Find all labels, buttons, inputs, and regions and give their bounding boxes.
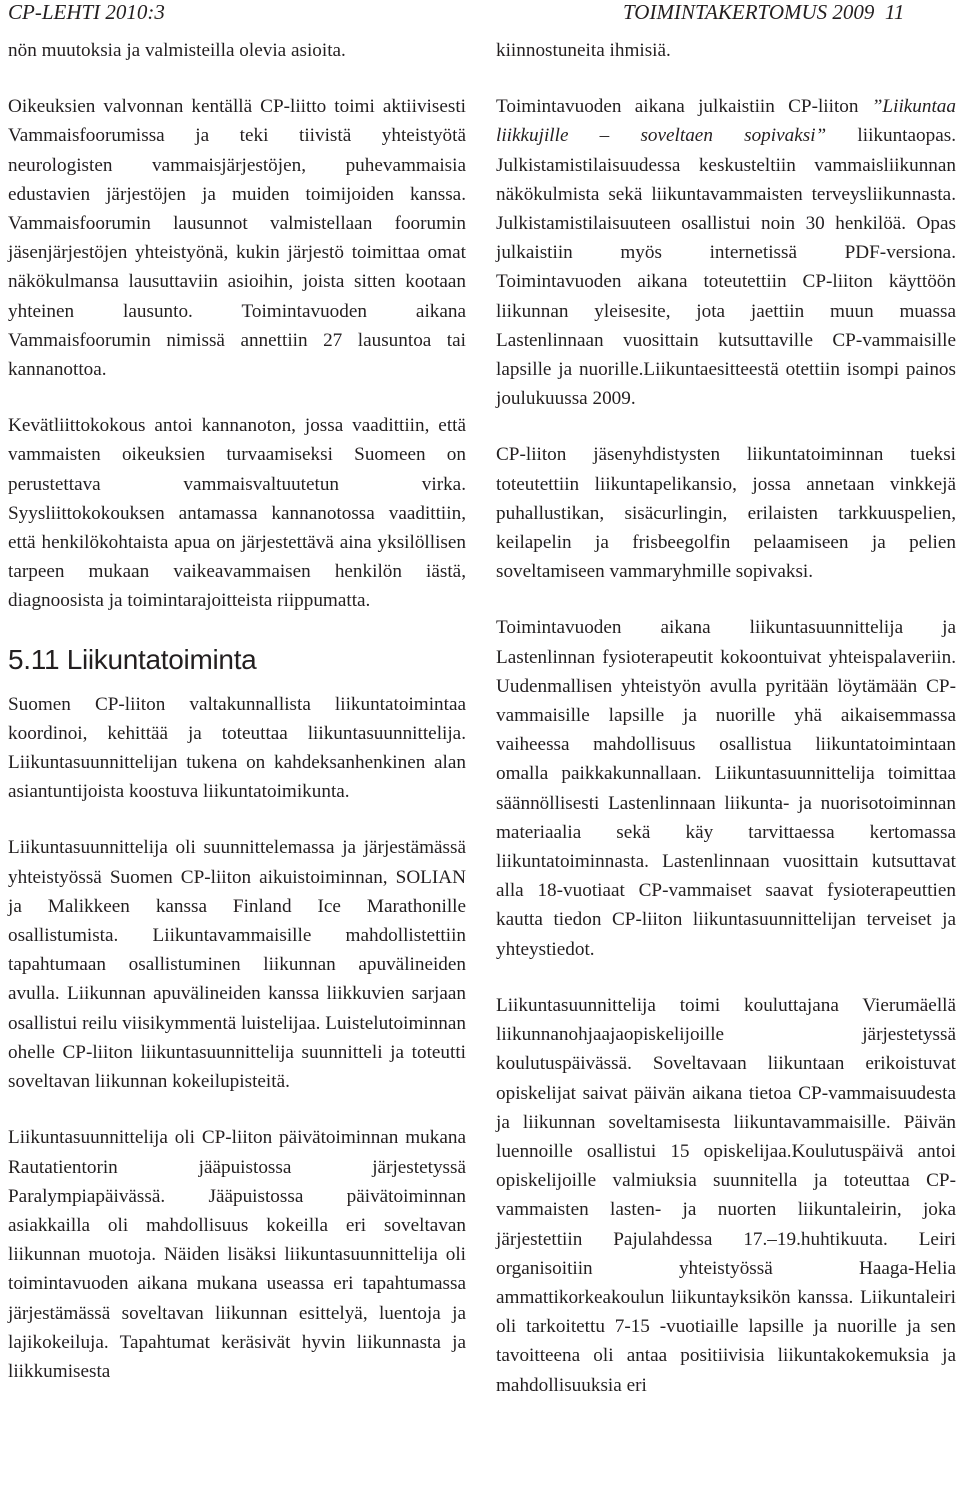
left-column [8,36,466,1413]
paragraph: Liikuntasuunnittelija oli suunnittelemassa ja järjestämässä yhteistyössä Suomen CP-liiton aikuistoiminnan, SOLIAN ja Malikkeen kanssa Finland Ice Marathonille osallistumista. Liikuntavammaisille mahdollistettiin tapahtumaan osallistuminen liikunnan apuvälineiden avulla. Liikunnan apuvälineiden kanssa liikkuvien sarjaan osallistui reilu viisikymmentä luistelijaa. Luistelutoiminnan ohelle CP-liiton liikuntasuunnittelija suunnitteli ja toteutti soveltavan liikunnan kokeilupisteitä. [8,837,466,1093]
paragraph [496,92,956,413]
paragraph-text: Toimintavuoden aikana julkaistiin CP-liiton [496,96,872,118]
section-heading: 5.11 Liikuntatoiminta [8,643,257,675]
paragraph: kiinnostuneita ihmisiä. [496,40,671,61]
paragraph: Suomen CP-liiton valtakunnallista liikuntatoimintaa koordinoi, kehittää ja toteuttaa liikuntasuunnittelija. Liikuntasuunnittelijan tukena on kahdeksanhenkinen alan asiantuntijoista koostuva liikuntatoimikunta. [8,693,466,803]
paragraph: Toimintavuoden aikana liikuntasuunnittelija ja Lastenlinnan fysioterapeutit kokoontuivat yhteispalaveriin. Uudenmallisen yhteistyön avulla pyritään löytämään CP-vammaisille lapsille ja nuorille yhä aikaisemmassa vaiheessa mahdollisuus osallistua liikuntatoimintaan omalla paikkakunnallaan. Liikuntasuunnittelija toimittaa säännöllisesti Lastenlinnaan liikunta- ja nuorisotoiminnan materiaalia sekä käy tarvittaessa kertomassa liikuntatoiminnasta. Lastenlinnaan vuosittain kutsuttavat alla 18-vuotiaat CP-vammaiset saavat fysioterapeuttien kautta tiedon CP-liiton liikuntasuunnittelijan terveiset ja yhteystiedot. [496,617,956,960]
paragraph: Liikuntasuunnittelija toimi kouluttajana Vierumäellä liikunnanohjaajaopiskelijoille järjestetyssä koulutuspäivässä. Soveltavaan liikuntaan erikoistuvat opiskelijat saivat päivän aikana tietoa CP-vammaisuudesta ja liikunnan soveltamisesta liikuntavammaisille. Päivän luennoille osallistui 15 opiskelijaa.Koulutuspäivä antoi opiskelijoille valmiuksia suunnitella ja toteuttaa CP-vammaisten lasten- ja nuorten liikuntaleirin, joka järjestettiin Pajulahdessa 17.–19.huhtikuuta. Leiri organisoitiin yhteistyössä Haaga-Helia ammattikorkeakoulun liikuntayksikön kanssa. Liikuntaleiri oli tarkoitettu 7-15 -vuotiaille lapsille ja nuorille ja sen tavoitteena oli antaa positiivisia liikuntakokemuksia ja mahdollisuuksia eri [496,994,956,1396]
paragraph: Liikuntasuunnittelija oli CP-liiton päivätoiminnan mukana Rautatientorin jääpuistossa järjestetyssä Paralympiapäivässä. Jääpuistossa päivätoiminnan asiakkailla oli mahdollisuus kokeilla eri soveltavan liikunnan muotoja. Näiden lisäksi liikuntasuunnittelija oli toimintavuoden aikana mukana useassa eri tapahtumassa järjestämässä soveltavan liikunnan esittelyä, luentoja ja lajikokeiluja. Tapahtumat keräsivät hyvin liikunnasta ja liikkumisesta [8,1127,466,1382]
paragraph: nön muutoksia ja valmisteilla olevia asioita. [8,40,346,61]
header-section-page: TOIMINTAKERTOMUS 2009 11 [623,0,905,24]
header-publication: CP-LEHTI 2010:3 [8,0,165,24]
paragraph: CP-liiton jäsenyhdistysten liikuntatoiminnan tueksi toteutettiin liikuntapelikansio, jossa annetaan vinkkejä puhallustikan, sisäcurlingin, erilaisten tarkkuuspelien, keilapelin ja frisbeegolfin pelaamiseen ja pelien soveltamiseen vammaryhmille sopivaksi. [496,444,956,583]
publication-title: ”Liikuntaa liikkujille – soveltaen sopivaksi” [496,96,956,147]
paragraph: Kevätliittokokous antoi kannanoton, jossa vaadittiin, että vammaisten oikeuksien turvaamiseksi Suomeen on perustettava vammaisvaltuutetun virka. Syysliittokokouksen antamassa kannanotossa vaadittiin, että henkilökohtaista apua on järjestettävä aina yksilöllisen tarpeen mukaan vaikeavammaisen henkilön iästä, diagnoosista ja toimintarajoitteista riippumatta. [8,415,466,612]
paragraph-text: liikuntaopas. Julkistamistilaisuudessa keskusteltiin vammaisliikunnan näkökulmista sekä liikuntavammaisten terveysliikunnasta. Julkistamistilaisuuteen osallistui noin 30 henkilöä. Opas julkaistiin myös internetissä PDF-versiona. Toimintavuoden aikana toteutettiin CP-liiton käyttöön liikunnan yleisesite, jota jaettiin muun muassa Lastenlinnaan vuosittain kutsuttaville CP-vammaisille lapsille ja nuorille.Liikuntaesitteestä otettiin isompi painos joulukuussa 2009. [496,125,956,410]
paragraph: Oikeuksien valvonnan kentällä CP-liitto toimi aktiivisesti Vammaisfoorumissa ja teki tiivistä yhteistyötä neurologisten vammaisjärjestöjen, puhevammaisia edustavien järjestöjen ja muiden toimijoiden kanssa. Vammaisfoorumin lausunnot valmistellaan foorumin jäsenjärjestöjen yhteistyönä, kukin järjestö toimittaa omat näkökulmansa lausuttaviin asioihin, joista sitten kootaan yhteinen lausunto. Toimintavuoden aikana Vammaisfoorumin nimissä annettiin 27 lausuntoa tai kannanottoa. [8,96,466,381]
right-column [496,36,956,1427]
